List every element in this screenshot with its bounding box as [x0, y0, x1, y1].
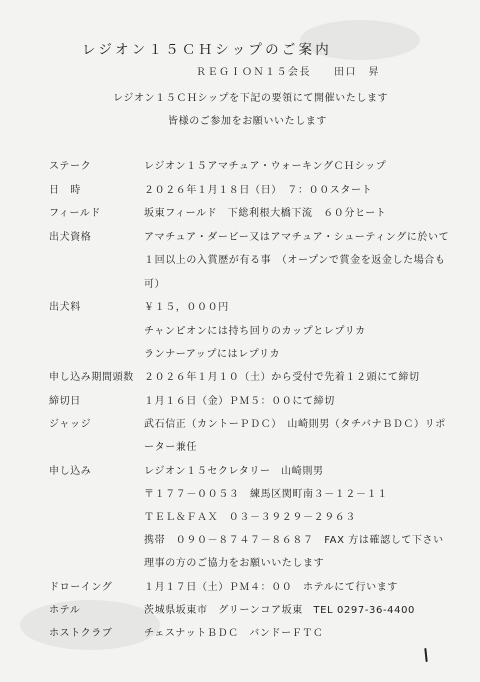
- row-value: ーター兼任: [144, 442, 197, 453]
- row-value: 坂東フィールド 下総利根大橋下流 ６０分ヒート: [144, 208, 387, 219]
- row-value: ￥１５，０００円: [144, 302, 229, 313]
- row-value: レジオン１５セクレタリー 山崎則男: [144, 466, 324, 477]
- row-label: ドローイング: [49, 582, 113, 593]
- intro-line: レジオン１５ＣＨシップを下記の要領にて開催いたします: [113, 93, 389, 104]
- row-value: ２０２６年１月１０（土）から受付で先着１２頭にて締切: [144, 372, 420, 383]
- row-value: 茨城県坂東市 グリーンコア坂東 TEL 0297-36-4400: [144, 605, 416, 616]
- row-value: ２０２６年１月１８日（日） ７：００スタート: [144, 185, 373, 196]
- row-label: ステーク: [49, 161, 92, 172]
- row-value: 〒１７７－００５３ 練馬区関町南３－１２－１１: [144, 489, 388, 500]
- row-label: 出犬料: [49, 302, 81, 313]
- row-label: 申し込み期間頭数: [49, 372, 134, 383]
- row-value: チャンピオンには持ち回りのカップとレプリカ: [144, 326, 366, 337]
- row-value: アマチュア・ダービー又はアマチュア・シューティングに於いて: [144, 232, 450, 243]
- row-label: 出犬資格: [49, 232, 92, 243]
- row-value: チェスナットＢＤＣ バンドーＦＴＣ: [144, 628, 324, 639]
- row-label: ホストクラブ: [49, 628, 113, 639]
- row-value: ランナーアップにはレプリカ: [144, 349, 281, 360]
- row-label: ホテル: [49, 605, 81, 616]
- row-value: １月１７日（土）ＰＭ４：００ ホテルにて行います: [144, 582, 398, 593]
- row-value: 武石信正（カントーＰＤＣ） 山崎則男（タチバナＢＤＣ）リポ: [144, 419, 446, 430]
- row-value: 携帯 ０９０－８７４７－８６８７ FAX 方は確認して下さい: [144, 535, 444, 546]
- intro-line: 皆様のご参加をお願いいたします: [168, 116, 327, 127]
- document-title: レジオン１５ＣＨシップのご案内: [82, 42, 332, 58]
- row-value: ＴＥＬ＆ＦＡＸ ０３－３９２９－２９６３: [144, 512, 356, 523]
- row-label: フィールド: [49, 208, 101, 219]
- row-value: 可）: [144, 279, 166, 290]
- row-value: 理事の方のご協力をお願いいたします: [144, 558, 325, 569]
- author-line: ＲＥＧＩＯＮ１５会長 田口 昇: [196, 67, 380, 78]
- row-label: 申し込み: [49, 466, 92, 477]
- row-value: １月１６日（金）ＰＭ５：００にて締切: [144, 396, 335, 407]
- row-label: ジャッジ: [49, 419, 92, 430]
- row-value: １回以上の入賞歴が有る事 （オープンで賞金を返金した場合も: [144, 255, 446, 266]
- row-label: 締切日: [49, 396, 81, 407]
- row-label: 日 時: [49, 185, 81, 196]
- row-value: レジオン１５アマチュア・ウォーキングＣＨシップ: [144, 161, 387, 172]
- pen-mark: [424, 648, 427, 662]
